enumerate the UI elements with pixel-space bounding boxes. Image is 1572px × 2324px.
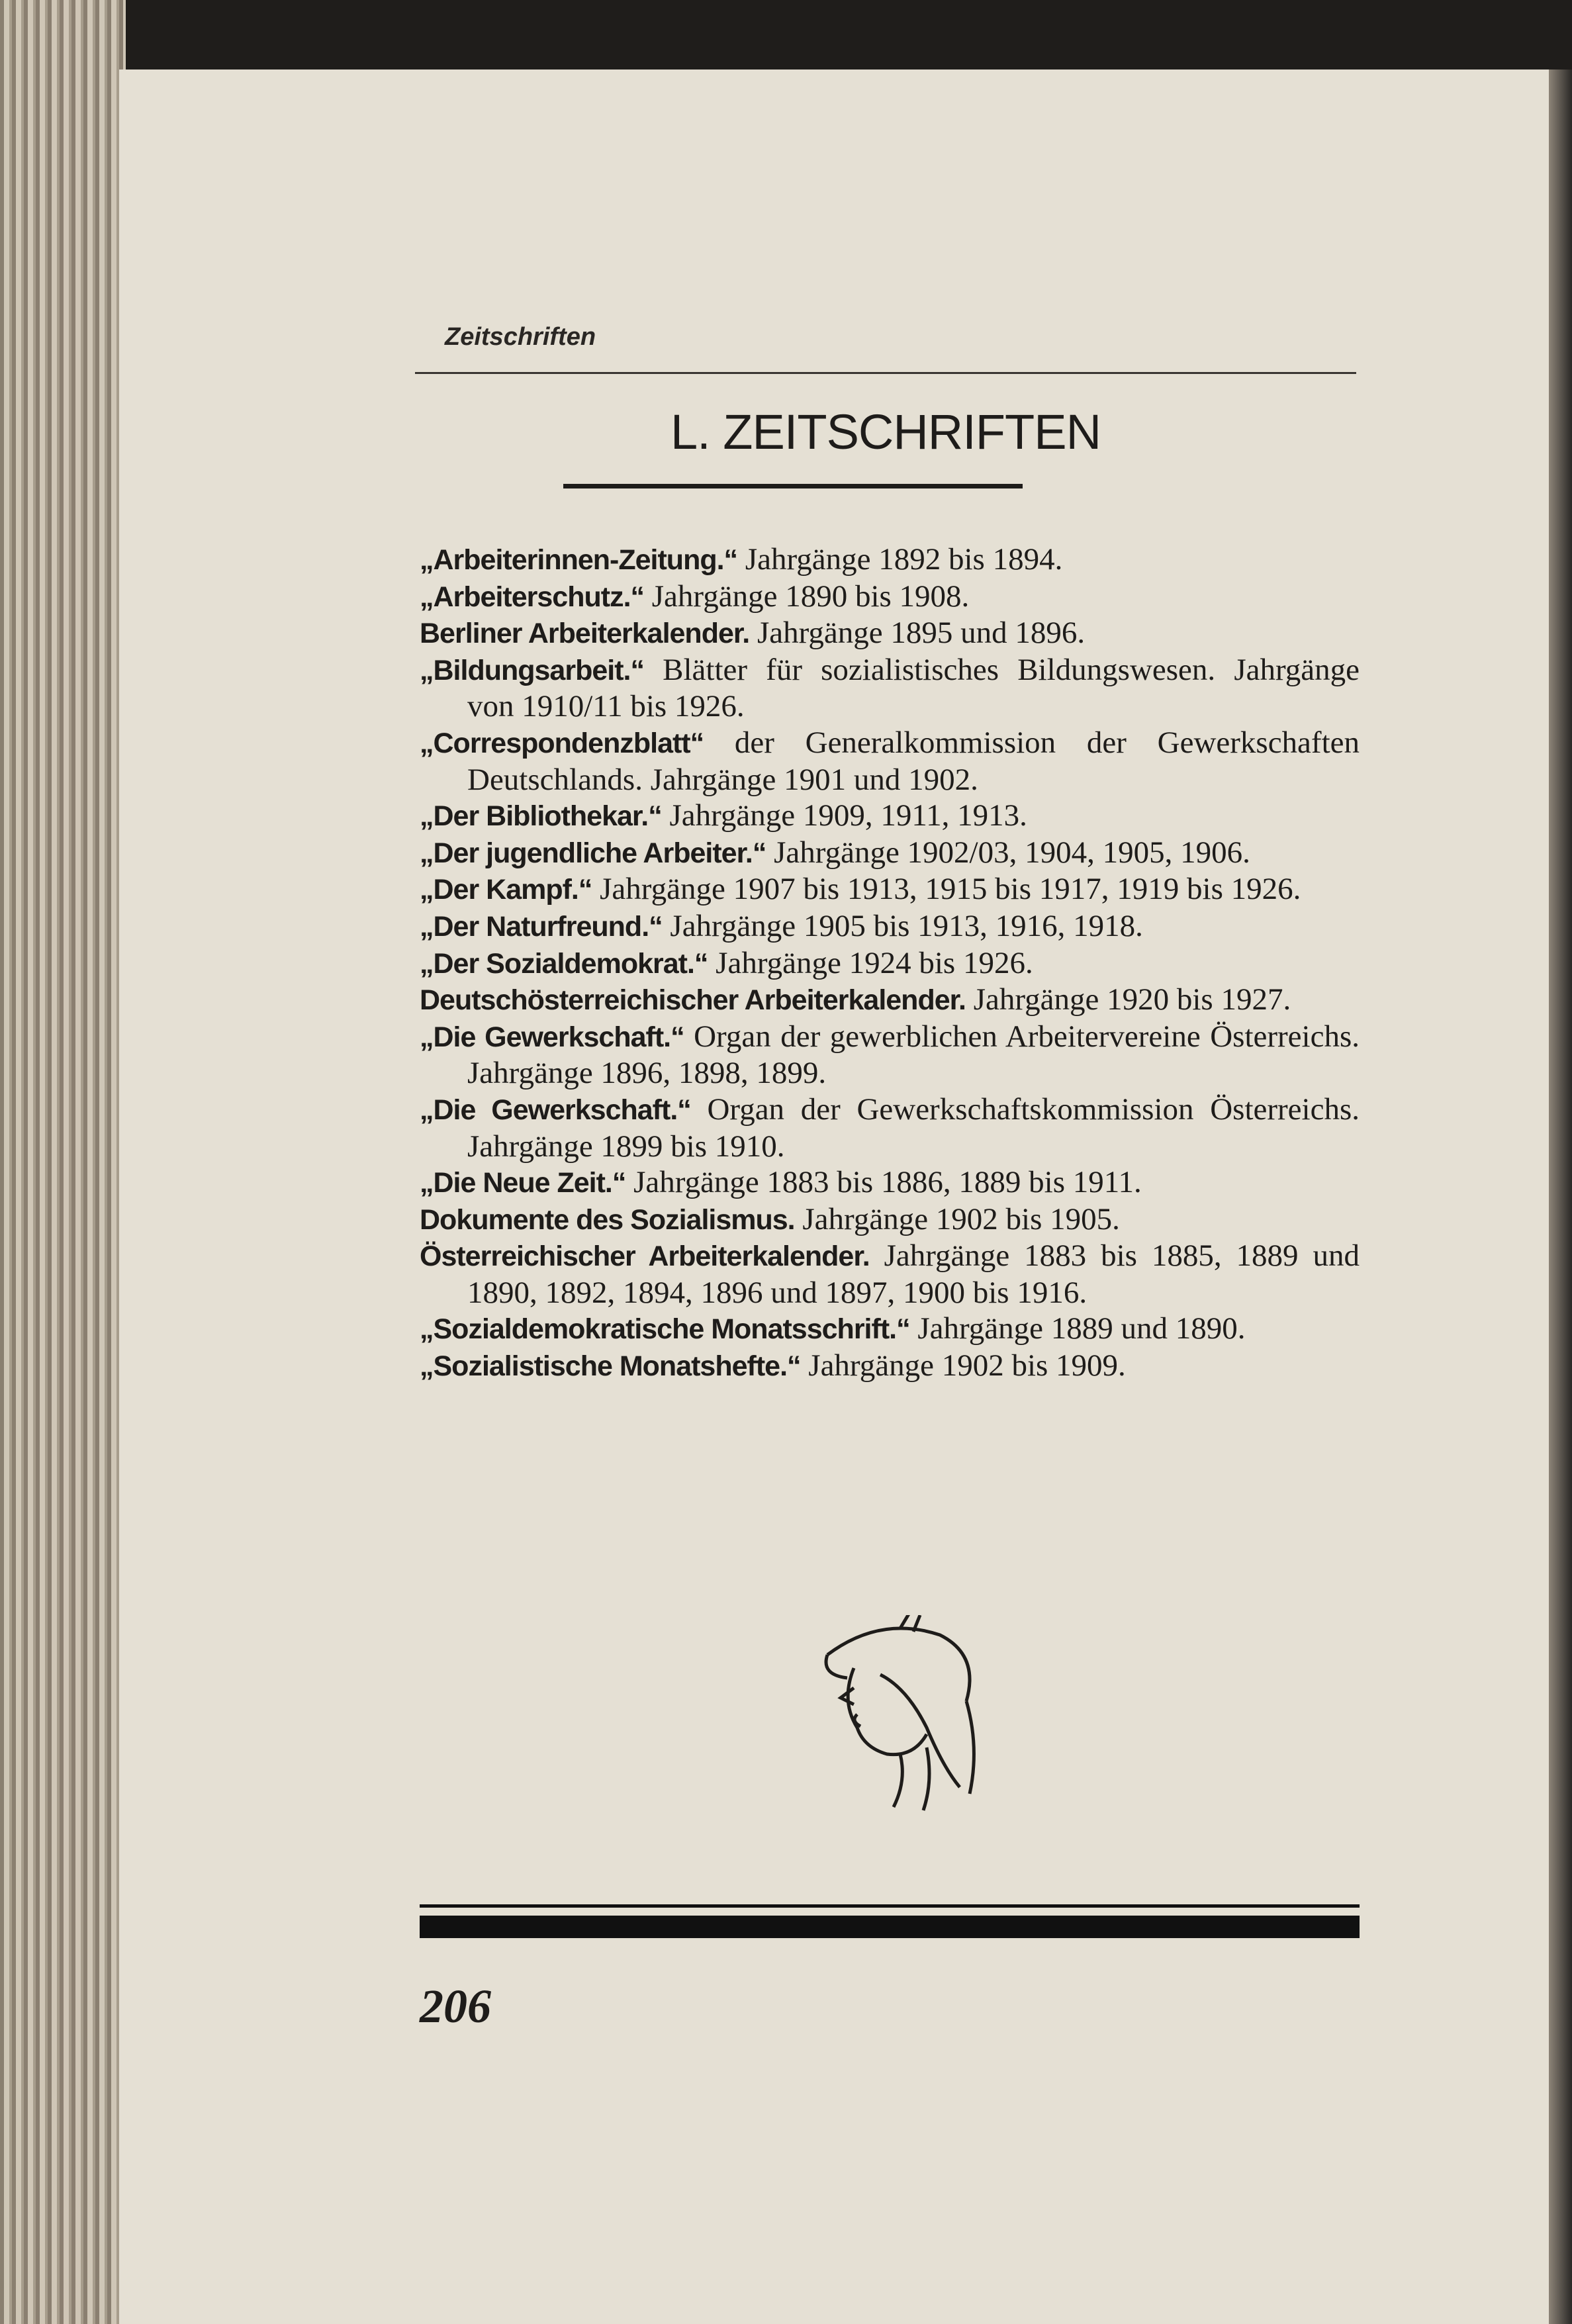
periodical-title: Dokumente des Sozialismus.: [420, 1203, 795, 1236]
right-page-edge: [1549, 70, 1572, 2324]
scan-background: [0, 0, 1572, 74]
list-item: [420, 725, 1360, 798]
periodical-title: „Sozialdemokratische Monatsschrift.“: [420, 1313, 910, 1346]
periodical-details: Jahrgänge 1883 bis 1886, 1889 bis 1911.: [625, 1165, 1142, 1200]
header-rule: [415, 372, 1356, 374]
list-item: [420, 835, 1360, 872]
list-item: [420, 1311, 1360, 1348]
periodical-details: Jahrgänge 1902/03, 1904, 1905, 1906.: [766, 835, 1250, 870]
periodical-title: „Der Naturfreund.“: [420, 910, 663, 943]
periodical-title: „Die Neue Zeit.“: [420, 1167, 626, 1199]
page-number: 206: [420, 1980, 491, 2033]
periodical-title: „Die Gewerkschaft.“: [420, 1021, 684, 1053]
list-item: [420, 615, 1360, 652]
periodical-title: „Arbeiterschutz.“: [420, 581, 645, 613]
periodical-title: „Bildungsarbeit.“: [420, 654, 644, 686]
periodical-details: Jahrgänge 1902 bis 1909.: [800, 1348, 1126, 1383]
page-edges: [0, 0, 126, 2324]
list-item: [420, 982, 1360, 1019]
list-item: [420, 1019, 1360, 1092]
periodical-title: Berliner Arbeiterkalender.: [420, 618, 750, 650]
periodical-title: „Der jugendliche Arbeiter.“: [420, 837, 766, 869]
list-item: [420, 871, 1360, 908]
periodical-details: Jahrgänge 1920 bis 1927.: [965, 982, 1291, 1017]
periodical-details: Blätter für sozialistisches Bildungswesen. Jahrgänge von 1910/11 bis 1926.: [467, 652, 1360, 724]
periodical-title: „Der Bibliothekar.“: [420, 800, 662, 833]
list-item: [420, 1348, 1360, 1385]
periodical-title: „Arbeiterinnen-Zeitung.“: [420, 544, 738, 576]
periodical-list: [420, 541, 1360, 1385]
list-item: [420, 945, 1360, 982]
periodical-title: „Der Sozialdemokrat.“: [420, 947, 708, 980]
periodical-title: „Correspondenzblatt“: [420, 727, 704, 759]
running-head: Zeitschriften: [445, 323, 596, 351]
periodical-details: Jahrgänge 1907 bis 1913, 1915 bis 1917, 1919 bis 1926.: [592, 872, 1301, 907]
section-title: L. ZEITSCHRIFTEN: [670, 404, 1101, 459]
periodical-details: Jahrgänge 1902 bis 1905.: [794, 1201, 1120, 1236]
footer-rule-thin: [420, 1904, 1360, 1908]
list-item: [420, 1201, 1360, 1238]
list-item: [420, 798, 1360, 835]
periodical-details: Jahrgänge 1889 und 1890.: [909, 1311, 1246, 1346]
periodical-details: Jahrgänge 1909, 1911, 1913.: [661, 798, 1027, 833]
periodical-details: Organ der Gewerkschaftskommission Österreichs. Jahrgänge 1899 bis 1910.: [467, 1092, 1360, 1164]
periodical-title: Österreichischer Arbeiterkalender.: [420, 1240, 870, 1273]
periodical-details: Jahrgänge 1924 bis 1926.: [708, 945, 1033, 980]
list-item: [420, 541, 1360, 579]
periodical-title: Deutschösterreichischer Arbeiterkalender.: [420, 984, 966, 1017]
list-item: [420, 579, 1360, 616]
periodical-details: Jahrgänge 1895 und 1896.: [749, 616, 1086, 651]
list-item: [420, 1164, 1360, 1201]
periodical-details: Jahrgänge 1883 bis 1885, 1889 und 1890, 1892, 1894, 1896 und 1897, 1900 bis 1916.: [467, 1238, 1360, 1310]
periodical-title: „Der Kampf.“: [420, 874, 592, 906]
list-item: [420, 1092, 1360, 1164]
title-rule: [563, 484, 1023, 488]
list-item: [420, 652, 1360, 725]
list-item: [420, 908, 1360, 945]
head-vignette-illustration: [801, 1615, 999, 1814]
footer-rule-thick: [420, 1916, 1360, 1938]
periodical-details: Jahrgänge 1905 bis 1913, 1916, 1918.: [662, 908, 1143, 943]
periodical-title: „Die Gewerkschaft.“: [420, 1093, 691, 1126]
periodical-details: Jahrgänge 1892 bis 1894.: [737, 542, 1063, 577]
periodical-details: der Generalkommission der Gewerkschaften Deutschlands. Jahrgänge 1901 und 1902.: [467, 725, 1360, 797]
list-item: [420, 1238, 1360, 1311]
periodical-details: Jahrgänge 1890 bis 1908.: [644, 579, 970, 614]
periodical-details: Organ der gewerblichen Arbeitervereine Österreichs. Jahrgänge 1896, 1898, 1899.: [467, 1019, 1360, 1091]
periodical-title: „Sozialistische Monatshefte.“: [420, 1350, 801, 1383]
